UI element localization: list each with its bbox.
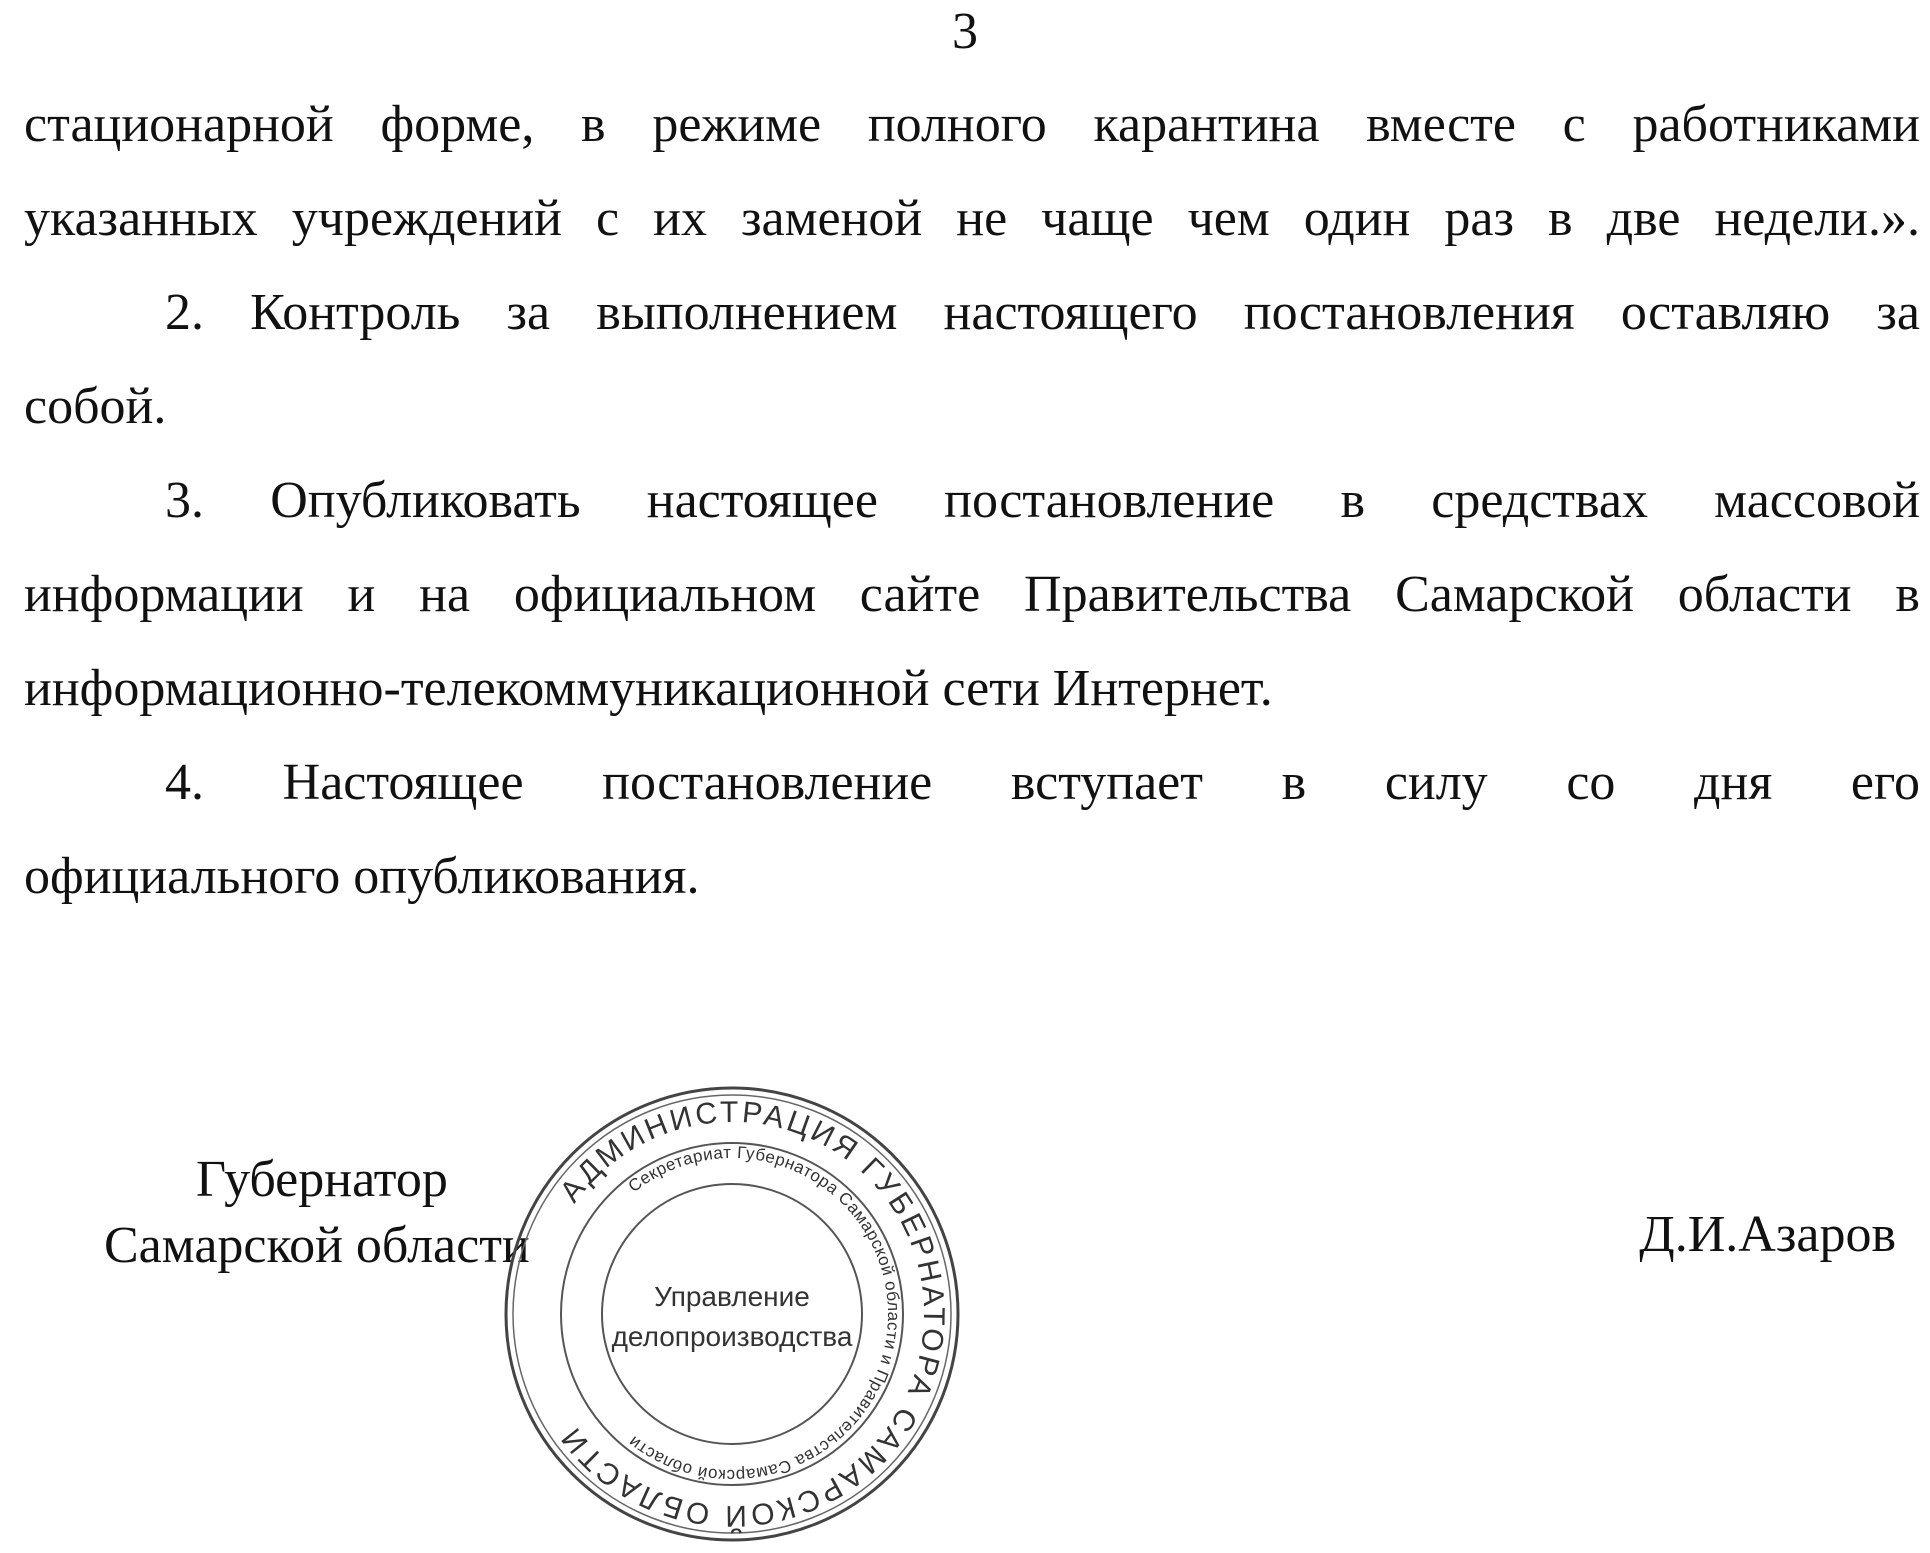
seal-inner-border	[602, 1184, 862, 1444]
document-body	[24, 78, 1920, 924]
paragraph-4-line-2: официального опубликования.	[24, 848, 700, 905]
paragraph-1-line-1: стационарной форме, в режиме полного карантина вместе с работниками	[24, 96, 1920, 153]
seal-outer-text: АДМИНИСТРАЦИЯ ГУБЕРНАТОРА САМАРСКОЙ ОБЛАСТИ	[553, 1095, 951, 1533]
signature-title-line-1: Губернатор	[196, 1151, 448, 1208]
paragraph-2-line-2: собой.	[24, 378, 167, 435]
paragraph-2-line-1: 2. Контроль за выполнением настоящего постановления оставляю за	[165, 284, 1920, 341]
page-number: 3	[952, 3, 978, 60]
signature-name: Д.И.Азаров	[1639, 1206, 1896, 1263]
paragraph-3-line-3: информационно-телекоммуникационной сети Интернет.	[24, 660, 1273, 717]
seal-graphic	[498, 1080, 966, 1548]
paragraph-3-line-1: 3. Опубликовать настоящее постановление в средствах массовой	[165, 472, 1920, 529]
seal-center-line-2: делопроизводства	[611, 1321, 853, 1352]
paragraph-3-line-2: информации и на официальном сайте Правительства Самарской области в	[24, 566, 1920, 623]
seal-center-line-1: Управление	[654, 1281, 810, 1312]
paragraph-4-line-1: 4. Настоящее постановление вступает в силу со дня его	[165, 754, 1920, 811]
paragraph-1-line-2: указанных учреждений с их заменой не чаще чем один раз в две недели.».	[24, 190, 1920, 247]
seal-inner-text: Секретариат Губернатора Самарской области и Правительства Самарской области	[624, 1142, 904, 1486]
signature-title-line-2: Самарской области	[104, 1217, 530, 1274]
official-seal	[498, 1080, 966, 1548]
